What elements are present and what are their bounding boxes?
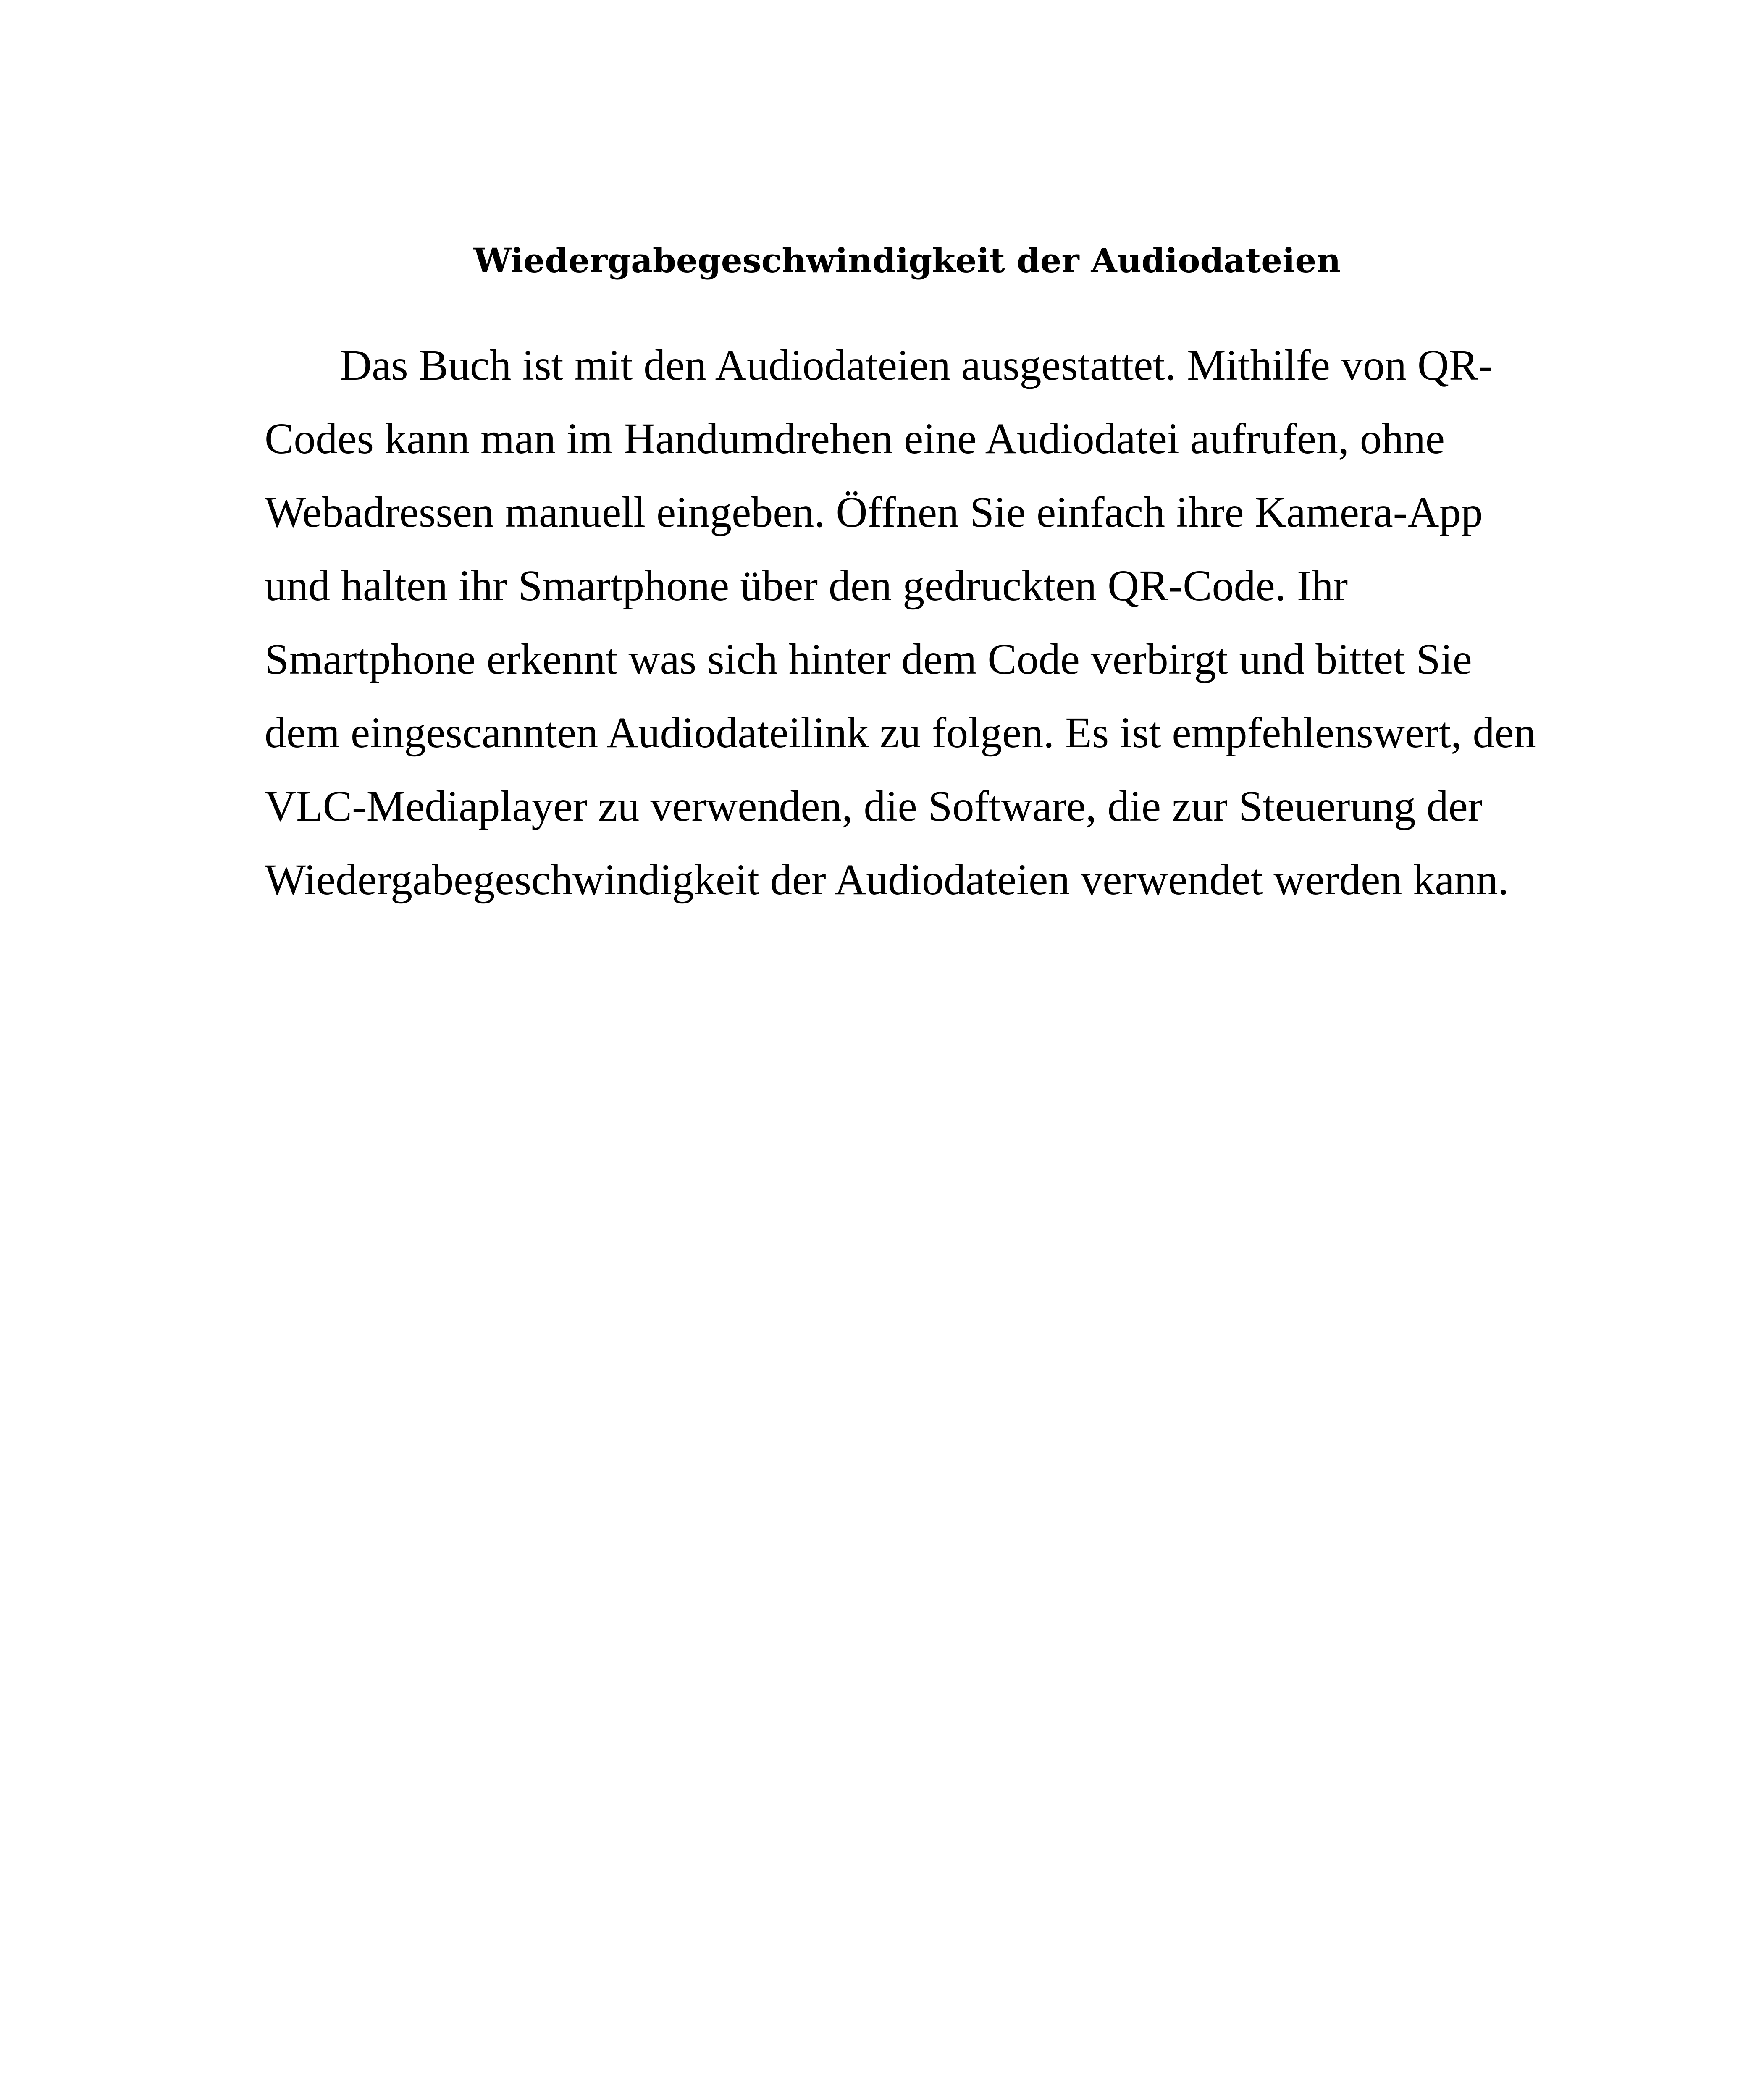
paragraph-line: Das Buch ist mit den Audiodateien ausgestattet. Mithilfe von QR- bbox=[340, 341, 1493, 389]
paragraph-line: Webadressen manuell eingeben. Öffnen Sie einfach ihre Kamera-App bbox=[265, 488, 1483, 536]
paragraph-line: und halten ihr Smartphone über den gedruckten QR-Code. Ihr bbox=[265, 562, 1348, 610]
paragraph-line: dem eingescannten Audiodateilink zu folgen. Es ist empfehlenswert, den bbox=[265, 709, 1536, 757]
paragraph-line: VLC-Mediaplayer zu verwenden, die Software, die zur Steuerung der bbox=[265, 782, 1483, 830]
paragraph-line: Codes kann man im Handumdrehen eine Audiodatei aufrufen, ohne bbox=[265, 415, 1445, 463]
section-heading: Wiedergabegeschwindigkeit der Audiodateien bbox=[473, 241, 1341, 280]
paragraph-line: Smartphone erkennt was sich hinter dem Code verbirgt und bittet Sie bbox=[265, 635, 1472, 683]
paragraph-line: Wiedergabegeschwindigkeit der Audiodateien verwendet werden kann. bbox=[265, 856, 1509, 904]
